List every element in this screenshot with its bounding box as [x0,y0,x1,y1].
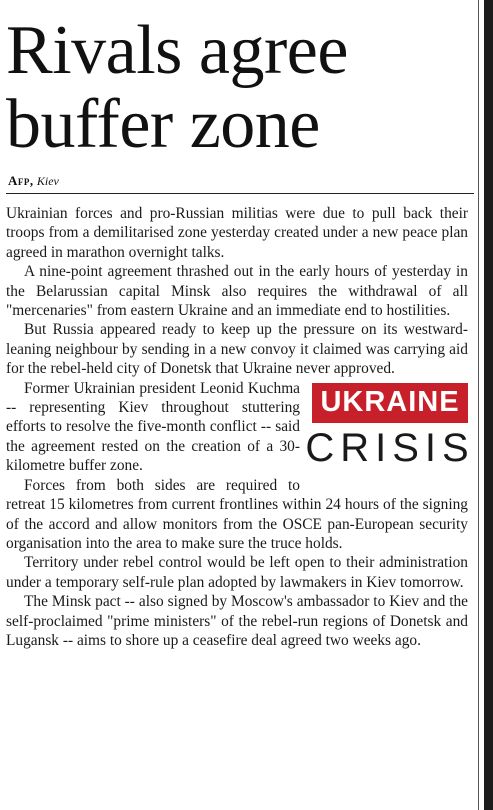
badge-top-band [312,383,468,423]
article-paragraph-2: A nine-point agreement thrashed out in the early hours of yesterday in the Belarussian capital Minsk also requires the withdrawal of all "mercenaries" from eastern Ukraine and an immediate end to hostilities. [6,263,468,320]
article-paragraph-5: Forces from both sides are required to retreat 15 kilometres from current frontlines within 24 hours of the signing of the accord and allow monitors from the OSCE pan-European security organisation into the area to make sure the truce holds. [6,476,468,552]
byline-divider [6,193,474,194]
article-paragraph-3: But Russia appeared ready to keep up the pressure on its westward-leaning neighbour by sending in a new convoy it claimed was carrying aid for the rebel-held city of Donetsk that Ukraine never approved. [6,321,468,378]
article-paragraph-4: Former Ukrainian president Leonid Kuchma -- representing Kiev throughout stuttering efforts to resolve the five-month conflict -- said the agreement rested on the creation of a 30-kilometre buffer zone. [6,379,300,475]
headline-line-1: Rivals agree [6,12,348,89]
badge-bottom-label: CRISIS [305,425,475,470]
badge-bottom-band [305,423,475,475]
byline-agency: Afp, [8,173,34,188]
headline [6,14,476,162]
badge-top-label: UKRAINE [320,385,460,418]
byline-place: Kiev [36,174,59,188]
headline-line-2: buffer zone [6,86,320,163]
column-rule [478,0,479,810]
article-paragraph-1: Ukrainian forces and pro-Russian militias were due to pull back their troops from a demilitarised zone yesterday created under a new peace plan agreed in marathon overnight talks. [6,205,468,261]
article-paragraph-7: The Minsk pact -- also signed by Moscow's ambassador to Kiev and the self-proclaimed "prime ministers" of the rebel-run regions of Donetsk and Lugansk -- aims to shore up a ceasefire deal agreed two weeks ago. [6,593,468,649]
byline [8,173,59,189]
adjacent-column-edge [484,0,493,810]
article-body [6,204,475,650]
article-paragraph-6: Territory under rebel control would be left open to their administration under a temporary self-rule plan adopted by lawmakers in Kiev tomorrow. [6,554,468,591]
ukraine-crisis-badge [305,383,475,475]
